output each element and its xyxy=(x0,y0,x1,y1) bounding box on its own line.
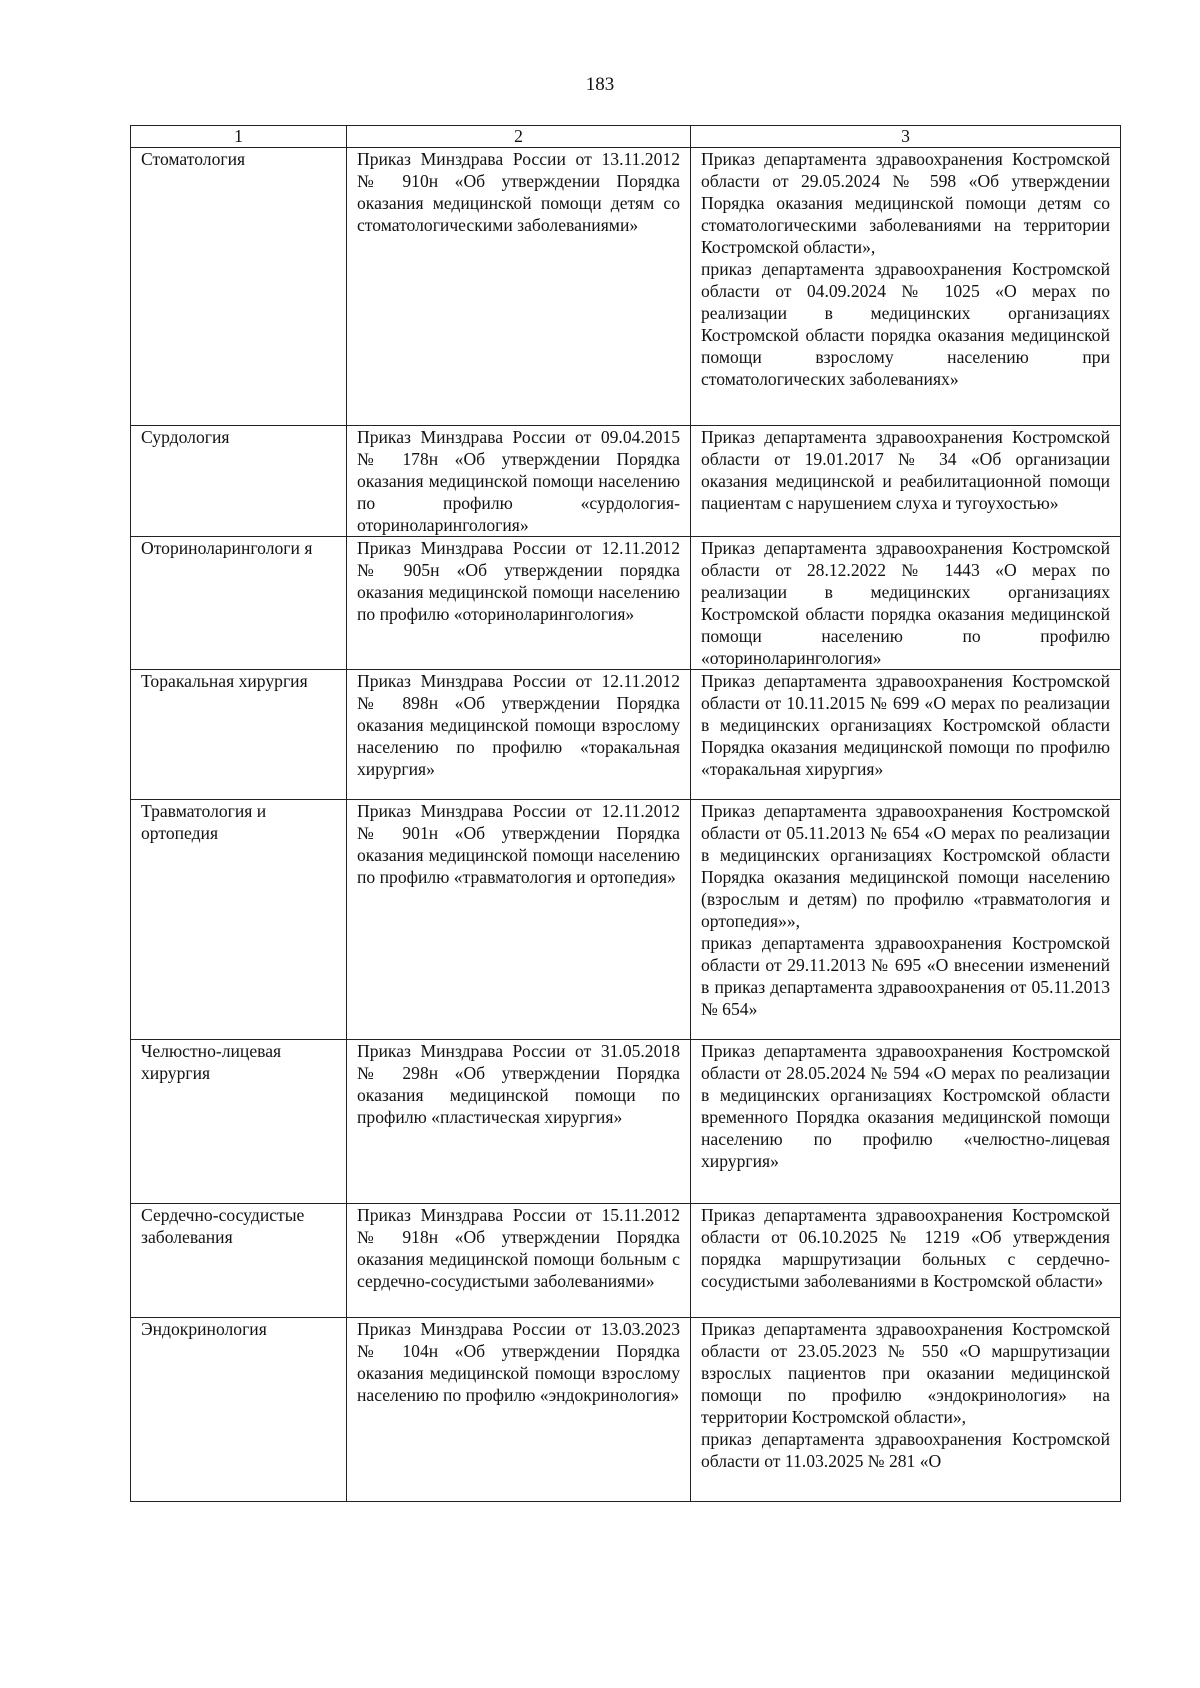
orders-table xyxy=(130,125,1121,1502)
table-header-row xyxy=(131,126,1121,148)
profile-cell: Эндокринология xyxy=(131,1318,347,1502)
regional-order: приказ департамента здравоохранения Костромской области от 29.11.2013 № 695 «О внесении изменений в приказ департамента здравоохранения от 05.11.2013 № 654» xyxy=(701,933,1110,1019)
table-row xyxy=(131,1204,1121,1318)
federal-order-cell: Приказ Минздрава России от 13.11.2012 № 910н «Об утверждении Порядка оказания медицинской помощи детям со стоматологическими заболеваниями» xyxy=(347,148,691,426)
profile-cell: Оториноларингологи я xyxy=(131,537,347,670)
regional-order: Приказ департамента здравоохранения Костромской области от 06.10.2025 № 1219 «Об утверждения порядка маршрутизации больных с сердечно-сосудистыми заболеваниями в Костромской области» xyxy=(701,1205,1110,1291)
profile-cell: Сердечно-сосудистые заболевания xyxy=(131,1204,347,1318)
regional-order: Приказ департамента здравоохранения Костромской области от 19.01.2017 № 34 «Об организации оказания медицинской и реабилитационной помощи пациентам с нарушением слуха и тугоухостью» xyxy=(701,427,1110,513)
column-header-2: 2 xyxy=(347,126,691,148)
table-row xyxy=(131,426,1121,537)
federal-order-cell: Приказ Минздрава России от 09.04.2015 № 178н «Об утверждении Порядка оказания медицинской помощи населению по профилю «сурдология-оториноларингология» xyxy=(347,426,691,537)
regional-order: приказ департамента здравоохранения Костромской области от 04.09.2024 № 1025 «О мерах по реализации в медицинских организациях Костромской области порядка оказания медицинской помощи взрослому населению при стоматологических заболеваниях» xyxy=(701,259,1110,389)
profile-cell: Стоматология xyxy=(131,148,347,426)
regional-orders-cell xyxy=(691,1204,1121,1318)
regional-orders-cell xyxy=(691,1040,1121,1204)
regional-order: Приказ департамента здравоохранения Костромской области от 10.11.2015 № 699 «О мерах по реализации в медицинских организациях Костромской области Порядка оказания медицинской помощи по профилю «торакальная хирургия» xyxy=(701,671,1110,779)
table-row xyxy=(131,1318,1121,1502)
profile-cell: Сурдология xyxy=(131,426,347,537)
federal-order-cell: Приказ Минздрава России от 15.11.2012 № 918н «Об утверждении Порядка оказания медицинской помощи больным с сердечно-сосудистыми заболеваниями» xyxy=(347,1204,691,1318)
federal-order-cell: Приказ Минздрава России от 31.05.2018 № 298н «Об утверждении Порядка оказания медицинской помощи по профилю «пластическая хирургия» xyxy=(347,1040,691,1204)
profile-cell: Травматология и ортопедия xyxy=(131,800,347,1040)
federal-order-cell: Приказ Минздрава России от 12.11.2012 № 905н «Об утверждении порядка оказания медицинской помощи населению по профилю «оториноларингология» xyxy=(347,537,691,670)
regional-order: приказ департамента здравоохранения Костромской области от 11.03.2025 № 281 «О xyxy=(701,1429,1110,1471)
regional-orders-cell xyxy=(691,537,1121,670)
regional-orders-cell xyxy=(691,1318,1121,1502)
table-row xyxy=(131,537,1121,670)
regional-order: Приказ департамента здравоохранения Костромской области от 23.05.2023 № 550 «О маршрутизации взрослых пациентов при оказании медицинской помощи по профилю «эндокринология» на территории Костромской области», xyxy=(701,1319,1110,1427)
regional-orders-cell xyxy=(691,670,1121,800)
regional-orders-cell xyxy=(691,800,1121,1040)
table-row xyxy=(131,148,1121,426)
table-row xyxy=(131,1040,1121,1204)
profile-cell: Челюстно-лицевая хирургия xyxy=(131,1040,347,1204)
regional-order: Приказ департамента здравоохранения Костромской области от 28.12.2022 № 1443 «О мерах по реализации в медицинских организациях Костромской области порядка оказания медицинской помощи населению по профилю «оториноларингология» xyxy=(701,538,1110,668)
table-row xyxy=(131,670,1121,800)
column-header-1: 1 xyxy=(131,126,347,148)
page-number: 183 xyxy=(585,74,615,95)
regional-orders-cell xyxy=(691,148,1121,426)
federal-order-cell: Приказ Минздрава России от 12.11.2012 № 901н «Об утверждении Порядка оказания медицинской помощи населению по профилю «травматология и ортопедия» xyxy=(347,800,691,1040)
profile-cell: Торакальная хирургия xyxy=(131,670,347,800)
regional-orders-cell xyxy=(691,426,1121,537)
federal-order-cell: Приказ Минздрава России от 12.11.2012 № 898н «Об утверждении Порядка оказания медицинской помощи взрослому населению по профилю «торакальная хирургия» xyxy=(347,670,691,800)
regional-order: Приказ департамента здравоохранения Костромской области от 05.11.2013 № 654 «О мерах по реализации в медицинских организациях Костромской области Порядка оказания медицинской помощи населению (взрослым и детям) по профилю «травматология и ортопедия»», xyxy=(701,801,1110,931)
column-header-3: 3 xyxy=(691,126,1121,148)
regional-order: Приказ департамента здравоохранения Костромской области от 28.05.2024 № 594 «О мерах по реализации в медицинских организациях Костромской области временного Порядка оказания медицинской помощи населению по профилю «челюстно-лицевая хирургия» xyxy=(701,1041,1110,1171)
table-row xyxy=(131,800,1121,1040)
regional-order: Приказ департамента здравоохранения Костромской области от 29.05.2024 № 598 «Об утверждении Порядка оказания медицинской помощи детям со стоматологическими заболеваниями на территории Костромской области», xyxy=(701,149,1110,257)
federal-order-cell: Приказ Минздрава России от 13.03.2023 № 104н «Об утверждении Порядка оказания медицинской помощи взрослому населению по профилю «эндокринология» xyxy=(347,1318,691,1502)
